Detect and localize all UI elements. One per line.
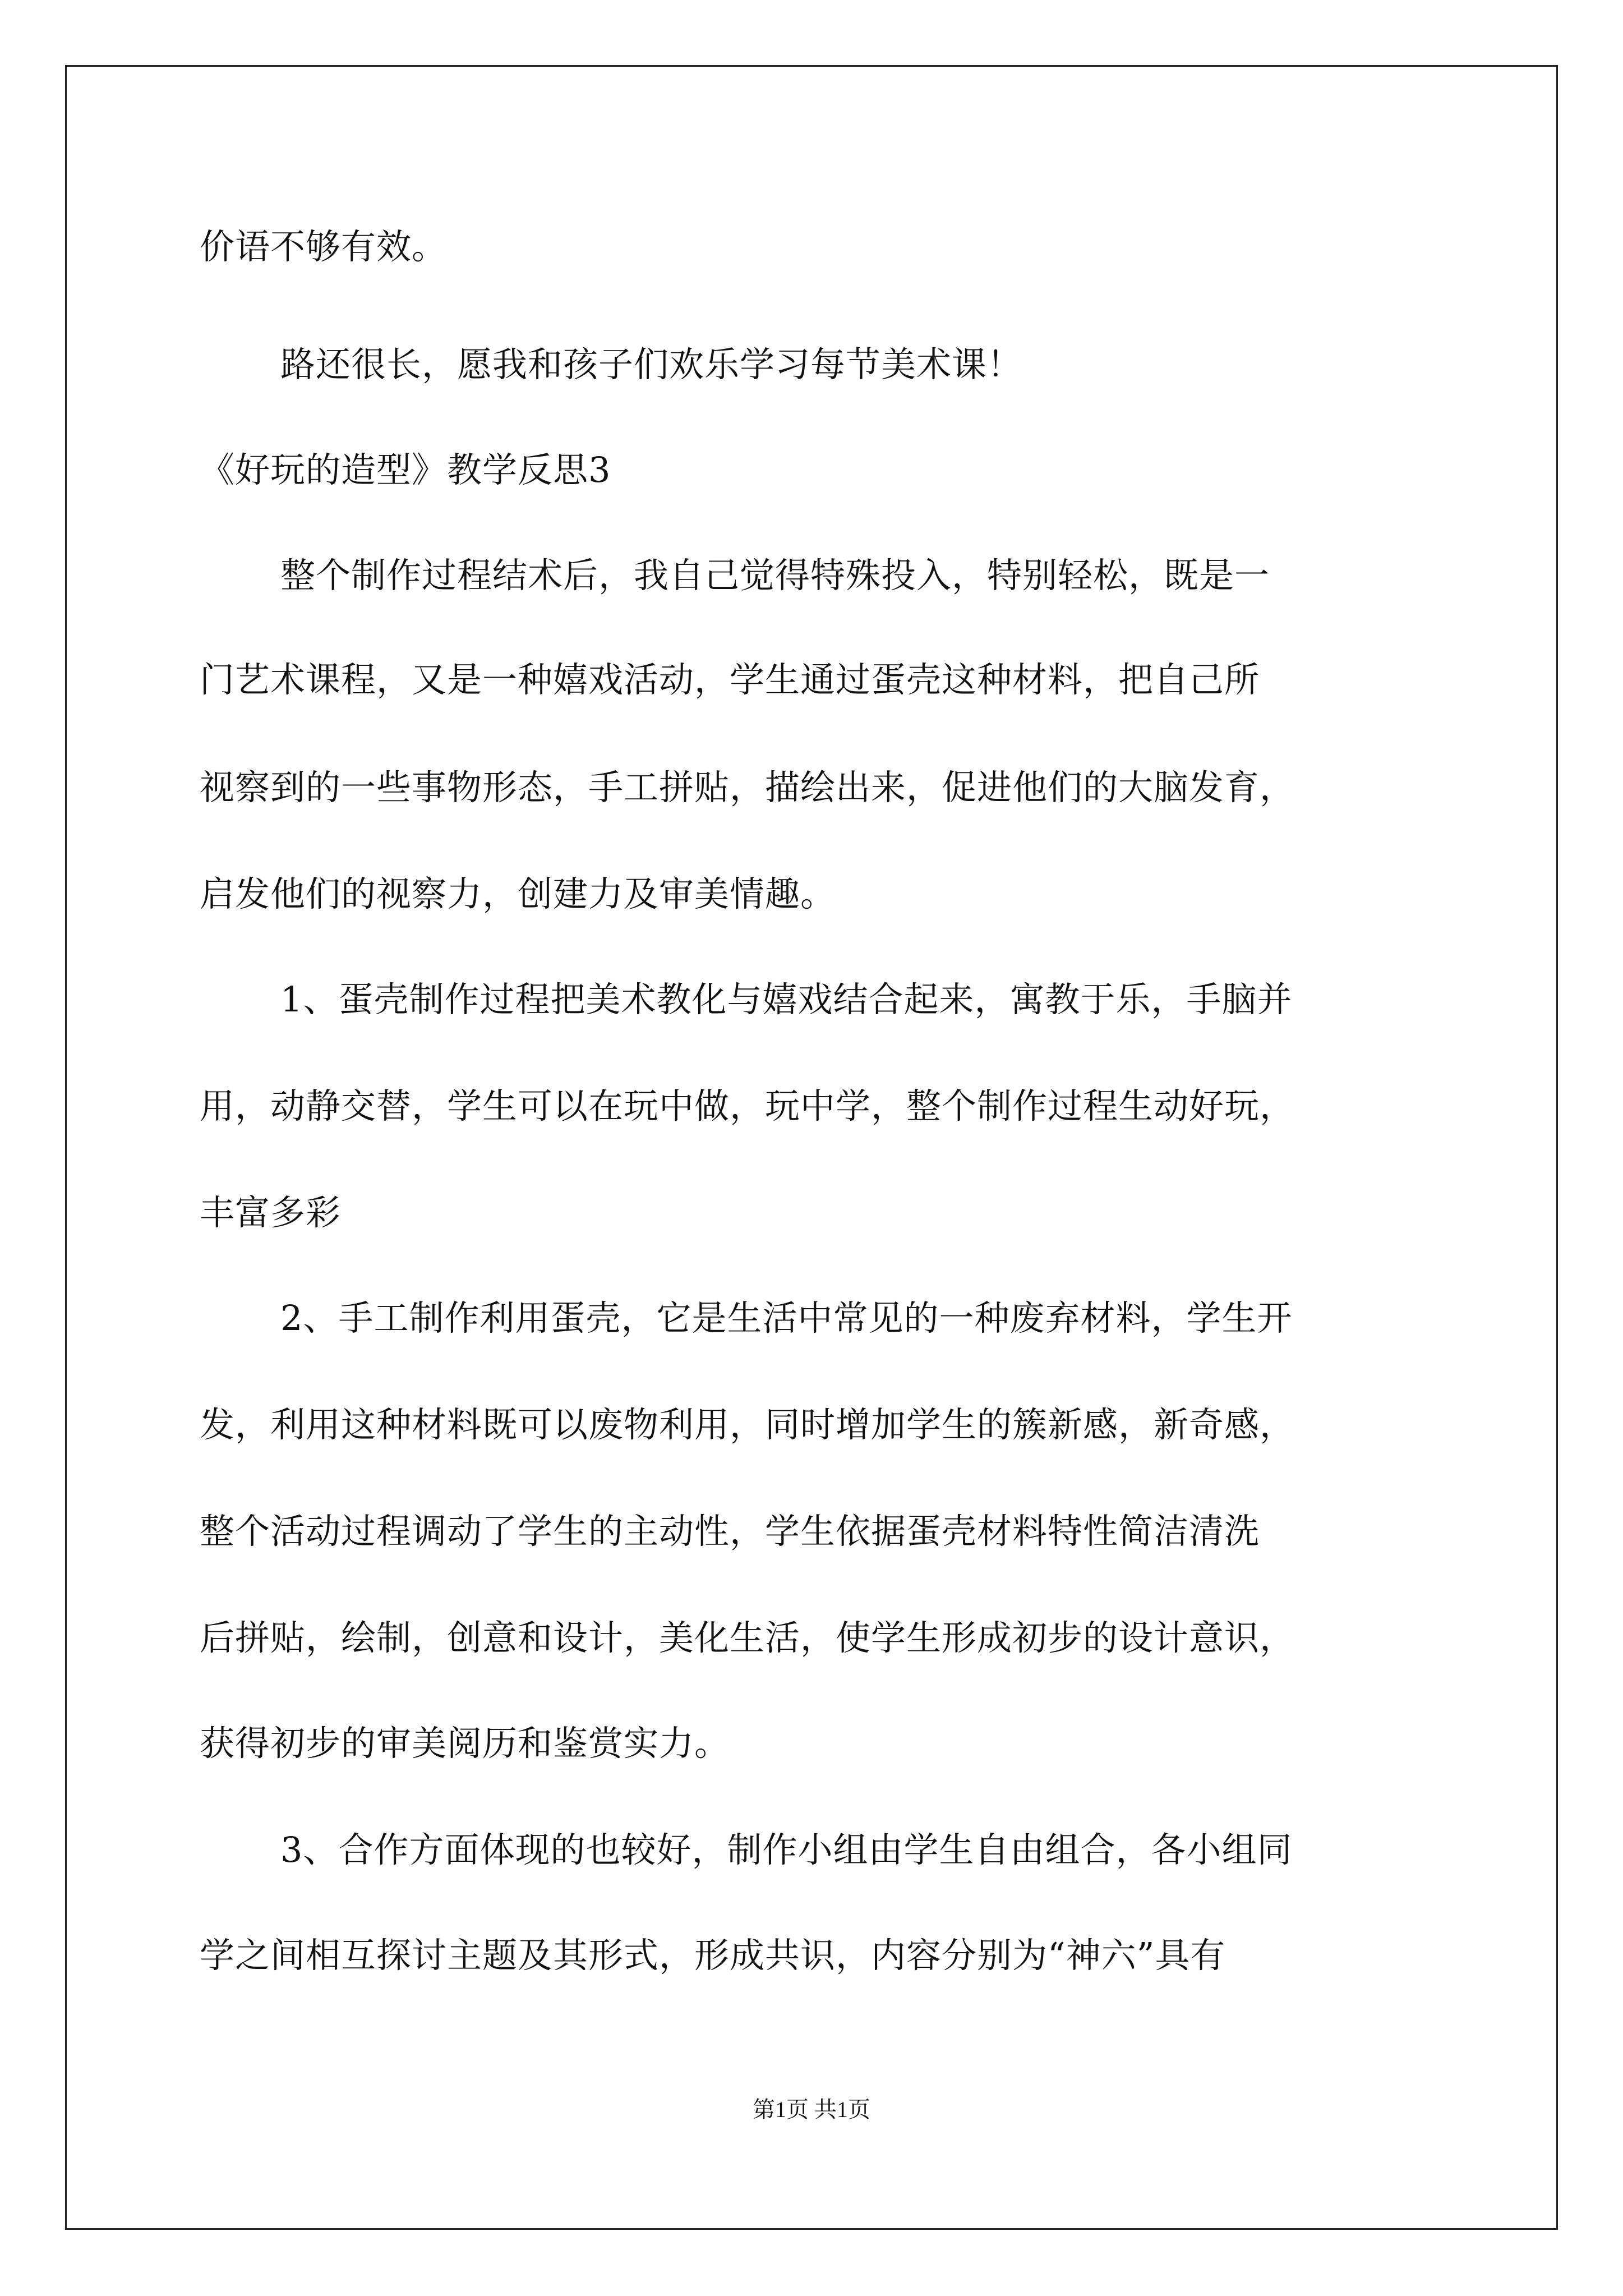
page-footer: 第1页 共1页 [753, 2097, 870, 2122]
text-line: 3、合作方面体现的也较好，制作小组由学生自由组合，各小组同 [280, 1829, 1293, 1870]
section-heading: 《好玩的造型》教学反思3 [200, 449, 611, 490]
text-line: 整个活动过程调动了学生的主动性，学生依据蛋壳材料特性简洁清洗 [200, 1511, 1260, 1552]
text-line: 价语不够有效。 [200, 226, 448, 267]
text-line: 学之间相互探讨主题及其形式，形成共识，内容分别为“神六”具有 [200, 1935, 1226, 1976]
text-line: 视察到的一些事物形态，手工拼贴，描绘出来，促进他们的大脑发育， [200, 767, 1295, 808]
text-line: 启发他们的视察力，创建力及审美情趣。 [200, 873, 836, 914]
text-line: 发，利用这种材料既可以废物利用，同时增加学生的簇新感，新奇感， [200, 1404, 1295, 1445]
text-line: 1、蛋壳制作过程把美术教化与嬉戏结合起来，寓教于乐，手脑并 [280, 979, 1293, 1020]
text-line: 后拼贴，绘制，创意和设计，美化生活，使学生形成初步的设计意识， [200, 1617, 1295, 1658]
text-line: 门艺术课程，又是一种嬉戏活动，学生通过蛋壳这种材料，把自己所 [200, 659, 1260, 700]
text-line: 路还很长，愿我和孩子们欢乐学习每节美术课！ [280, 344, 1023, 385]
text-line: 整个制作过程结术后，我自己觉得特殊投入，特别轻松，既是一 [280, 555, 1270, 596]
text-line: 用，动静交替，学生可以在玩中做，玩中学，整个制作过程生动好玩， [200, 1085, 1295, 1126]
page-border [65, 65, 1558, 2230]
text-line: 丰富多彩 [200, 1192, 342, 1233]
text-line: 2、手工制作利用蛋壳，它是生活中常见的一种废弃材料，学生开 [280, 1297, 1293, 1338]
text-line: 获得初步的审美阅历和鉴赏实力。 [200, 1723, 730, 1764]
